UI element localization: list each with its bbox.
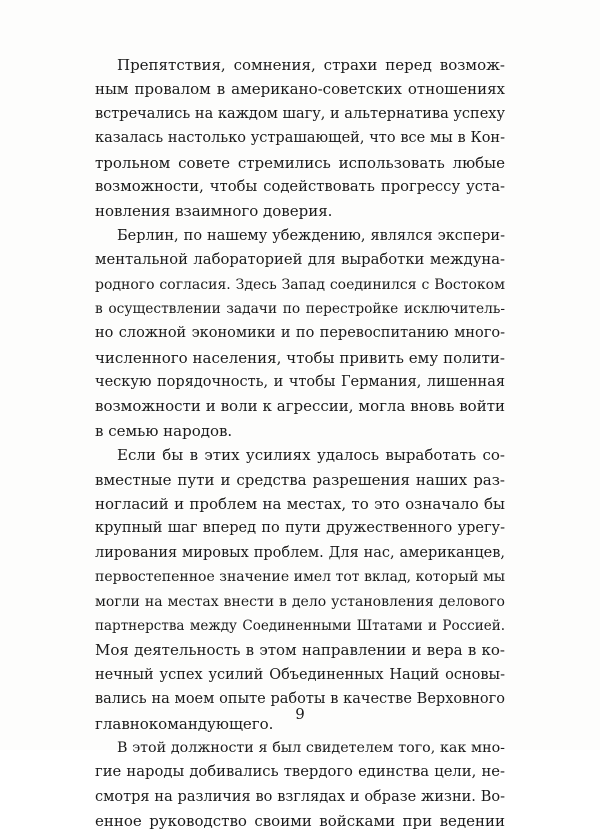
- text-line: вместные пути и средства разрешения наших раз-: [95, 470, 505, 489]
- text-line: возможности и воли к агрессии, могла вновь войти: [95, 397, 505, 416]
- text-line: крупный шаг вперед по пути дружественного урегу-: [95, 520, 505, 537]
- text-line: ным провалом в американо-советских отношениях: [95, 80, 505, 99]
- text-line: смотря на различия во взглядах и образе жизни. Во-: [95, 788, 505, 805]
- text-line: Берлин, по нашему убеждению, являлся экспери-: [117, 227, 505, 244]
- text-line: ческую порядочность, и чтобы Германия, лишенная: [95, 374, 505, 391]
- text-line: гие народы добивались твердого единства цели, не-: [95, 763, 505, 781]
- text-line: первостепенное значение имел тот вклад, который мы: [95, 569, 505, 586]
- text-line: В этой должности я был свидетелем того, как мно-: [117, 739, 505, 756]
- text-line: трольном совете стремились использовать любые: [95, 153, 505, 172]
- text-line: нечный успех усилий Объединенных Наций основы-: [95, 666, 505, 683]
- paragraph: [95, 53, 505, 224]
- text-line: Препятствия, сомнения, страхи перед возмож-: [117, 56, 505, 74]
- text-line: Моя деятельность в этом направлении и вера в ко-: [95, 641, 505, 660]
- text-line: лирования мировых проблем. Для нас, американцев,: [95, 544, 505, 561]
- paragraph: [95, 736, 505, 834]
- text-line: главнокомандующего.: [95, 714, 274, 733]
- text-line: но сложной экономики и по перевоспитанию много-: [95, 325, 505, 342]
- text-line: енное руководство своими войсками при ведении: [95, 812, 505, 831]
- text-line: Если бы в этих усилиях удалось выработать со-: [117, 446, 505, 465]
- text-line: казалась настолько устрашающей, что все мы в Кон-: [95, 130, 505, 147]
- text-line: численного населения, чтобы привить ему полити-: [95, 348, 505, 367]
- paragraph: [95, 443, 505, 736]
- text-line: вались на моем опыте работы в качестве Верховного: [95, 691, 505, 708]
- text-line: ногласий и проблем на местах, то это означало бы: [95, 495, 505, 514]
- text-line: ментальной лабораторией для выработки междуна-: [95, 251, 505, 269]
- page-number: 9: [295, 705, 305, 723]
- text-line: встречались на каждом шагу, и альтернатива успеху: [95, 105, 505, 122]
- text-line: могли на местах внести в дело установления делового: [95, 593, 505, 610]
- text-line: партнерства между Соединенными Штатами и Россией.: [95, 617, 505, 634]
- text-line: в осуществлении задачи по перестройке исключитель-: [95, 300, 505, 317]
- paragraph: [95, 224, 505, 444]
- text-line: возможности, чтобы содействовать прогрессу уста-: [95, 177, 505, 195]
- text-line: в семью народов.: [95, 421, 233, 440]
- text-line: новления взаимного доверия.: [95, 202, 333, 221]
- text-line: родного согласия. Здесь Запад соединился с Востоком: [95, 276, 505, 293]
